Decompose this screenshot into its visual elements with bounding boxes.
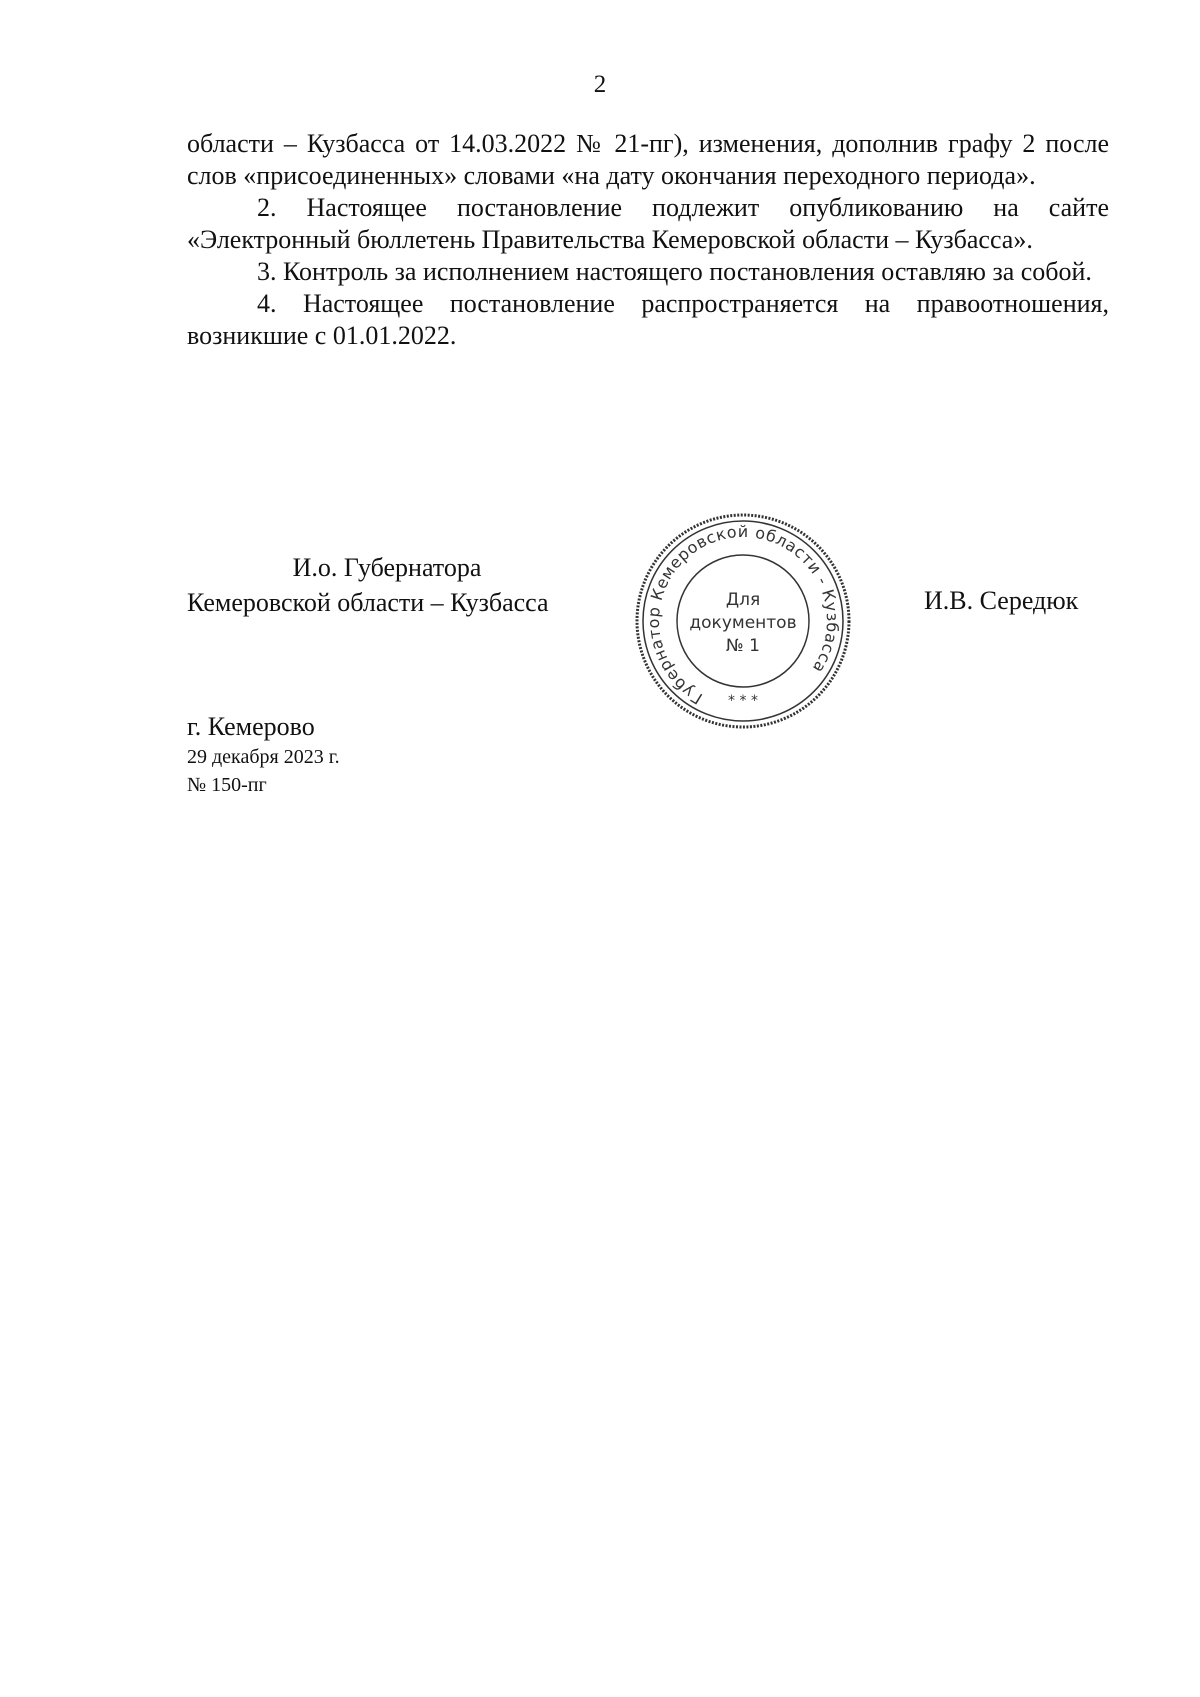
signature-position: И.о. Губернатора <box>292 553 482 582</box>
paragraph-continuation: области – Кузбасса от 14.03.2022 № 21-пг), изменения, дополнив графу 2 после слов «присоединенных» словами «на дату окончания переходного периода». <box>187 129 1109 190</box>
signature-title <box>187 550 597 620</box>
stamp-stars: * * * <box>728 693 758 709</box>
paragraph-3: 3. Контроль за исполнением настоящего постановления оставляю за собой. <box>257 257 1092 286</box>
stamp-center-line-3: № 1 <box>726 636 760 656</box>
paragraph-4: 4. Настоящее постановление распространяется на правоотношения, возникшие с 01.01.2022. <box>187 289 1109 350</box>
document-date: 29 декабря 2023 г. <box>187 746 340 768</box>
signer-name: И.В. Середюк <box>924 586 1079 615</box>
stamp-center-line-2: документов <box>689 613 797 633</box>
official-stamp <box>633 511 853 731</box>
stamp-center-line-1: Для <box>725 590 761 610</box>
document-number: № 150-пг <box>187 774 267 796</box>
signature-region: Кемеровской области – Кузбасса <box>187 588 549 617</box>
document-body <box>187 128 1109 352</box>
stamp-ring-text: Губернатор Кемеровской области - Кузбасса <box>643 521 843 709</box>
document-city: г. Кемерово <box>187 712 315 741</box>
paragraph-2: 2. Настоящее постановление подлежит опубликованию на сайте «Электронный бюллетень Правительства Кемеровской области – Кузбасса». <box>187 193 1109 254</box>
page-number: 2 <box>593 71 607 98</box>
